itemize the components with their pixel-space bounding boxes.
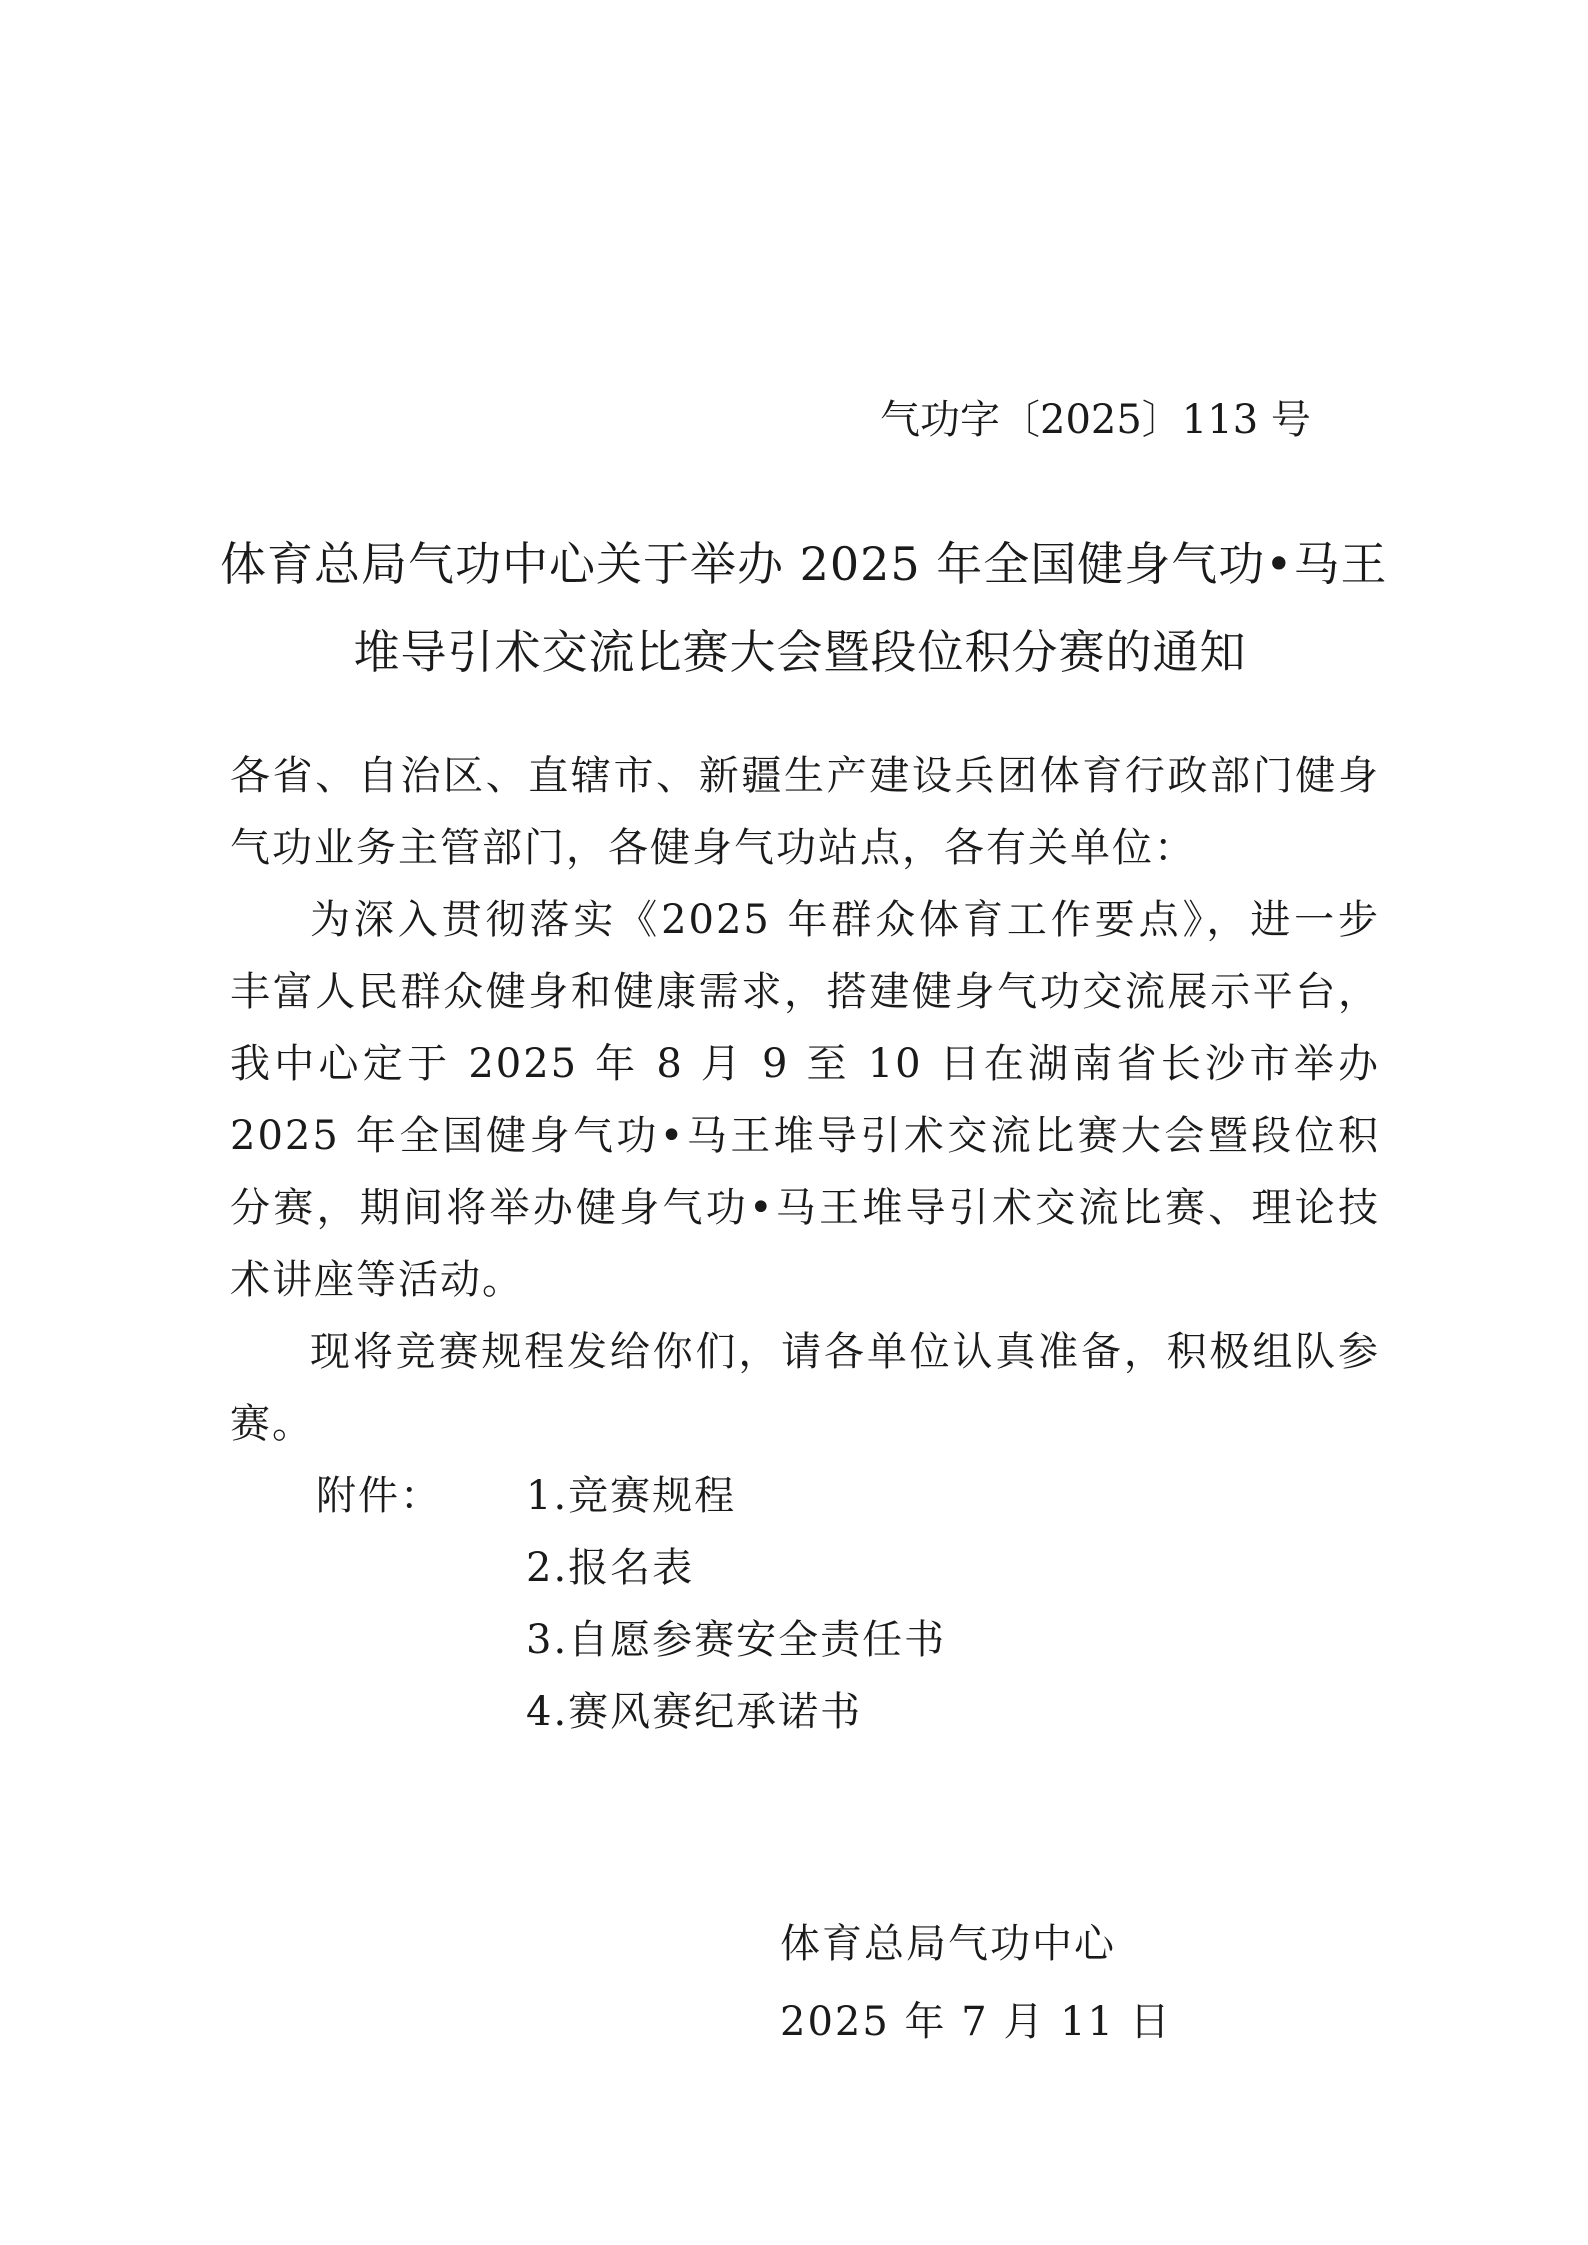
attachment-label: 附件： [316, 1473, 442, 1519]
attachment-list [230, 1460, 1380, 1748]
attachment-item [230, 1676, 1380, 1748]
document-body [230, 740, 1380, 1748]
paragraph-1: 为深入贯彻落实《2025 年群众体育工作要点》，进一步丰富人民群众健身和健康需求，搭建健身气功交流展示平台，我中心定于 2025 年 8 月 9 至 10 日在湖南省长沙市举办 2025 年全国健身气功•马王堆导引术交流比赛大会暨段位积分赛，期间将举办健身气功•马王堆导引术交流比赛、理论技术讲座等活动。 [230, 897, 1380, 1303]
attachment-item [230, 1460, 1380, 1532]
attachment-item-3: 3.自愿参赛安全责任书 [526, 1617, 947, 1663]
signature-date: 2025 年 7 月 11 日 [780, 1999, 1172, 2045]
attachment-item [230, 1604, 1380, 1676]
attachment-item-2: 2.报名表 [526, 1545, 695, 1591]
attachment-item-1: 1.竞赛规程 [526, 1473, 737, 1519]
document-number: 气功字〔2025〕113 号 [880, 397, 1311, 443]
title-line-2: 堆导引术交流比赛大会暨段位积分赛的通知 [353, 625, 1247, 679]
title-line-1: 体育总局气功中心关于举办 2025 年全国健身气功•马王 [220, 537, 1388, 591]
signature-org: 体育总局气功中心 [780, 1921, 1116, 1967]
paragraph-2: 现将竞赛规程发给你们，请各单位认真准备，积极组队参赛。 [230, 1329, 1380, 1447]
attachment-item [230, 1532, 1380, 1604]
document-title [220, 520, 1388, 696]
attachment-item-4: 4.赛风赛纪承诺书 [526, 1689, 863, 1735]
salutation: 各省、自治区、直辖市、新疆生产建设兵团体育行政部门健身气功业务主管部门，各健身气功站点，各有关单位： [230, 753, 1380, 871]
signature-block [780, 1905, 1280, 2061]
